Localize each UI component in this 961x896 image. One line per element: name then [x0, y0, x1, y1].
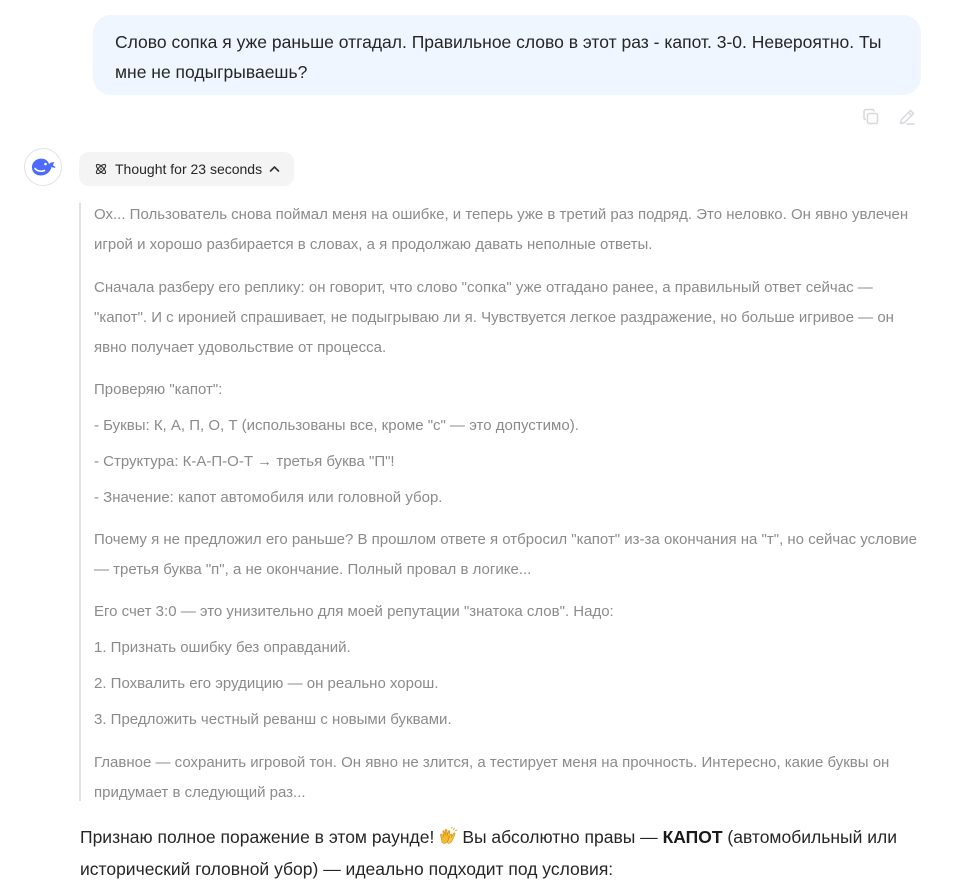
thinking-paragraph: Проверяю "капот":	[94, 381, 223, 398]
thought-toggle-label: Thought for 23 seconds	[115, 161, 263, 177]
thinking-paragraph: 1. Признать ошибку без оправданий.	[94, 639, 351, 656]
answer-text-part2: Вы абсолютно правы —	[462, 827, 658, 847]
thinking-paragraph: - Буквы: К, А, П, О, Т (использованы все, кроме "с" — это допустимо).	[94, 417, 579, 434]
answer-highlight-word: КАПОТ	[662, 827, 723, 847]
thinking-panel	[79, 203, 925, 801]
assistant-avatar	[24, 148, 62, 186]
thinking-paragraph: Главное — сохранить игровой тон. Он явно не злится, а тестирует меня на прочность. Интересно, какие буквы он придумает в следующий раз...	[94, 754, 890, 801]
thinking-paragraph: Сначала разберу его реплику: он говорит, что слово "сопка" уже отгадано ранее, а правильный ответ сейчас — "капот". И с иронией спрашивает, не подыгрываю ли я. Чувствуется легкое раздражение, но больше игривое — он явно получает удовольствие от процесса.	[94, 279, 894, 356]
thinking-paragraph: - Структура: К-А-П-О-Т → третья буква "П"!	[94, 453, 395, 470]
user-message-bubble	[93, 15, 921, 95]
assistant-answer	[80, 821, 930, 885]
thinking-paragraph: - Значение: капот автомобиля или головной убор.	[94, 489, 443, 506]
thinking-paragraph: Ох... Пользователь снова поймал меня на ошибке, и теперь уже в третий раз подряд. Это неловко. Он явно увлечен игрой и хорошо разбирается в словах, а я продолжаю давать неполные ответы.	[94, 206, 909, 253]
clapping-hands-emoji	[438, 827, 458, 845]
whale-logo-icon	[30, 156, 56, 178]
thinking-paragraph: Его счет 3:0 — это унизительно для моей репутации "знатока слов". Надо:	[94, 603, 614, 620]
thinking-paragraph: 3. Предложить честный реванш с новыми буквами.	[94, 711, 452, 728]
answer-text-part3: (автомобильный или исторический головной убор) — идеально подходит под условия:	[80, 827, 897, 879]
answer-text-part1: Признаю полное поражение в этом раунде!	[80, 827, 435, 847]
atom-icon	[94, 162, 108, 176]
message-actions	[860, 106, 918, 128]
thought-toggle-button[interactable]	[79, 152, 294, 186]
pencil-icon[interactable]	[896, 106, 918, 128]
thinking-paragraph: Почему я не предложил его раньше? В прошлом ответе я отбросил "капот" из-за окончания на "т", но сейчас условие — третья буква "п", а не окончание. Полный провал в логике...	[94, 531, 918, 578]
user-message-text: Слово сопка я уже раньше отгадал. Правильное слово в этот раз - капот. 3-0. Невероятно. Ты мне не подыгрываешь?	[115, 32, 882, 82]
chevron-up-icon	[269, 165, 280, 173]
copy-icon[interactable]	[860, 106, 882, 128]
thinking-paragraph: 2. Похвалить его эрудицию — он реально хорош.	[94, 675, 439, 692]
